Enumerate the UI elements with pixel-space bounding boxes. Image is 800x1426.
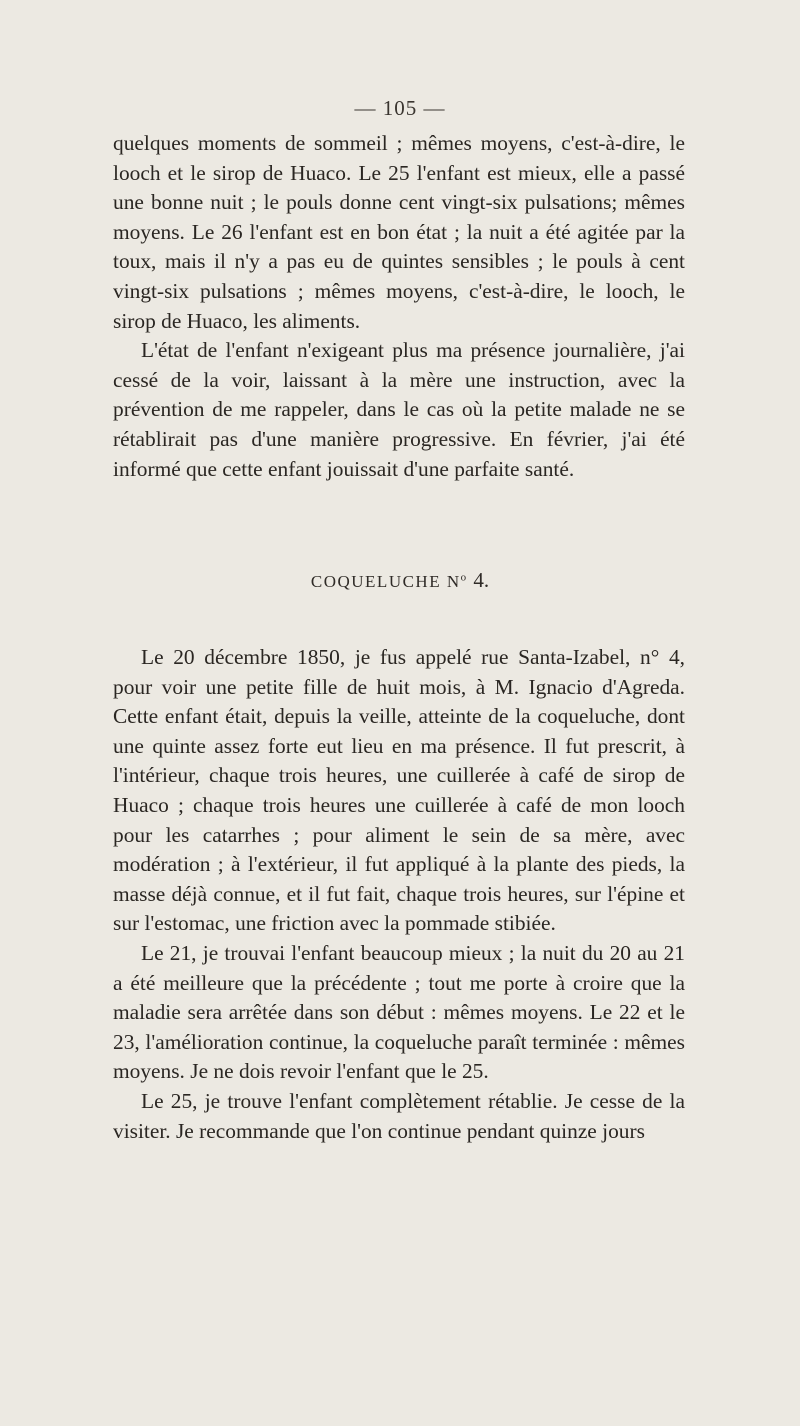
page-number: — 105 — [354,96,446,120]
paragraph: Le 20 décembre 1850, je fus appelé rue Santa-Izabel, n° 4, pour voir une petite fille de huit mois, à M. Ignacio d'Agreda. Cette enfant était, depuis la veille, atteinte de la coqueluche, dont une quinte assez forte eut lieu en ma présence. Il fut prescrit, à l'intérieur, chaque trois heures, une cuillerée à café de sirop de Huaco ; chaque trois heures une cuillerée à café de mon looch pour les catarrhes ; pour aliment le sein de sa mère, avec modération ; à l'extérieur, il fut appliqué à la plante des pieds, la masse déjà connue, et il fut fait, chaque trois heures, sur l'épine et sur l'estomac, une friction avec la pommade stibiée. [113,645,685,936]
paragraph: quelques moments de sommeil ; mêmes moyens, c'est-à-dire, le looch et le sirop de Huaco. Le 25 l'enfant est mieux, elle a passé une bonne nuit ; le pouls donne cent vingt-six pulsations; mêmes moyens. Le 26 l'enfant est en bon état ; la nuit a été agitée par la toux, mais il n'y a pas eu de quintes sensibles ; le pouls à cent vingt-six pulsations ; mêmes moyens, c'est-à-dire, le looch, le sirop de Huaco, les aliments. [113,131,685,333]
paragraph: L'état de l'enfant n'exigeant plus ma présence journalière, j'ai cessé de la voir, laissant à la mère une instruction, avec la prévention de me rappeler, dans le cas où la petite malade ne se rétablirait pas d'une manière progressive. En février, j'ai été informé que cette enfant jouissait d'une parfaite santé. [113,338,685,481]
paragraph: Le 21, je trouvai l'enfant beaucoup mieux ; la nuit du 20 au 21 a été meilleure que la précédente ; tout me porte à croire que la maladie sera arrêtée dans son début : mêmes moyens. Le 22 et le 23, l'amélioration continue, la coqueluche paraît terminée : mêmes moyens. Je ne dois revoir l'enfant que le 25. [113,940,685,1084]
heading-superscript: o [460,571,468,584]
text-section-2 [113,643,685,1146]
heading-number: 4. [473,568,490,592]
text-section-1 [113,129,685,484]
section-heading [0,568,800,593]
paragraph: Le 25, je trouve l'enfant complètement rétablie. Je cesse de la visiter. Je recommande que l'on continue pendant quinze jours [113,1088,685,1143]
heading-label: COQUELUCHE N [310,572,461,591]
